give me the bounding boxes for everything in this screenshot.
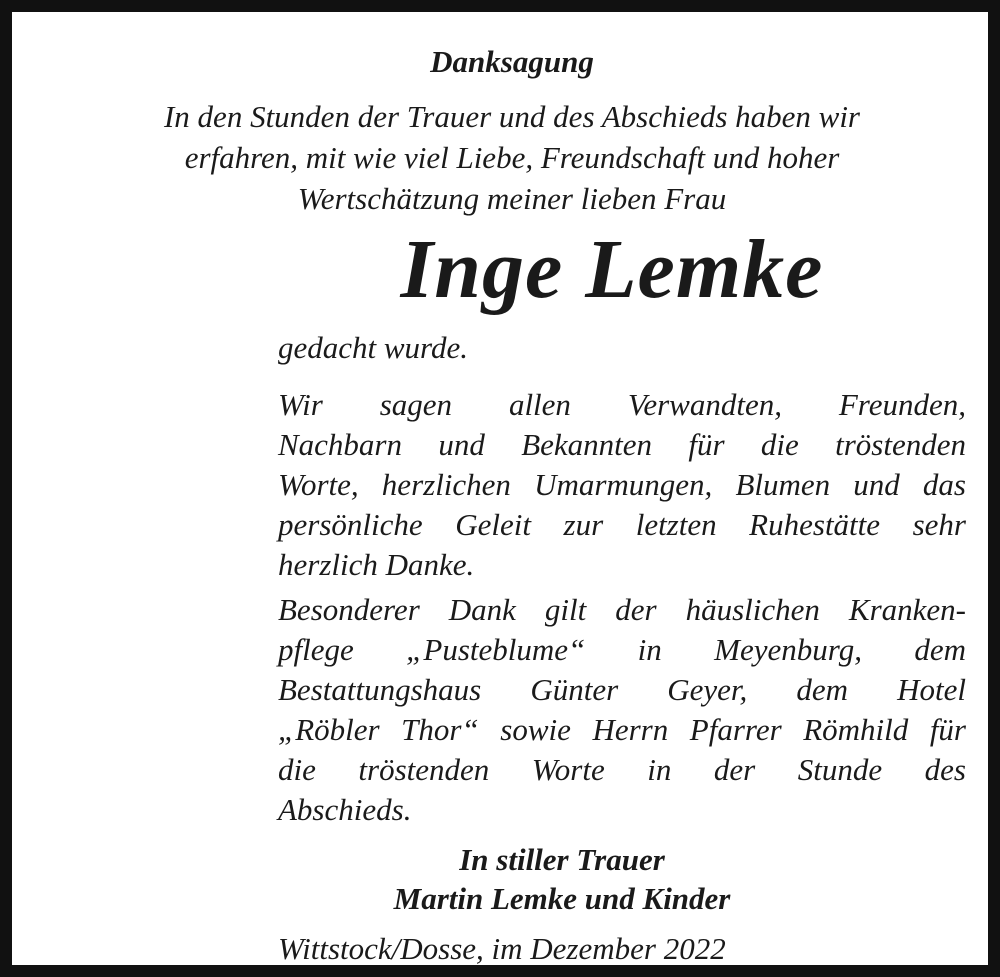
paragraph-line: Bestattungshaus Günter Geyer, dem Hotel [278,672,966,707]
gedacht-line: gedacht wurde. [278,330,468,365]
deceased-name: Inge Lemke [400,223,824,316]
thanks-paragraph [278,385,966,585]
paragraph-line: „Röbler Thor“ sowie Herrn Pfarrer Römhild für [278,712,966,747]
paragraph-line: Nachbarn und Bekannten für die tröstenden [278,427,966,462]
paragraph-line: Abschieds. [278,792,412,827]
paragraph-line: Worte, herzlichen Umarmungen, Blumen und das [278,467,966,502]
signature-block [278,840,966,918]
paragraph-line: persönliche Geleit zur letzten Ruhestätte sehr [278,507,966,542]
intro-line: Wertschätzung meiner lieben Frau [297,181,727,216]
paragraph-line: herzlich Danke. [278,547,475,582]
intro-text [72,96,952,219]
paragraph-line: Wir sagen allen Verwandten, Freunden, [278,387,966,422]
paragraph-line: die tröstenden Worte in der Stunde des [278,752,966,787]
special-thanks-paragraph [278,590,966,830]
intro-line: erfahren, mit wie viel Liebe, Freundschaft und hoher [184,140,840,175]
signature-line: In stiller Trauer [459,842,665,877]
signature-names: Martin Lemke und Kinder [393,881,731,916]
paragraph-line: Besonderer Dank gilt der häuslichen Kranken- [278,592,966,627]
notice-heading: Danksagung [430,44,594,79]
paragraph-line: pflege „Pusteblume“ in Meyenburg, dem [278,632,966,667]
place-date: Wittstock/Dosse, im Dezember 2022 [278,931,726,966]
gedacht-text [278,328,966,368]
intro-line: In den Stunden der Trauer und des Abschieds haben wir [163,99,861,134]
